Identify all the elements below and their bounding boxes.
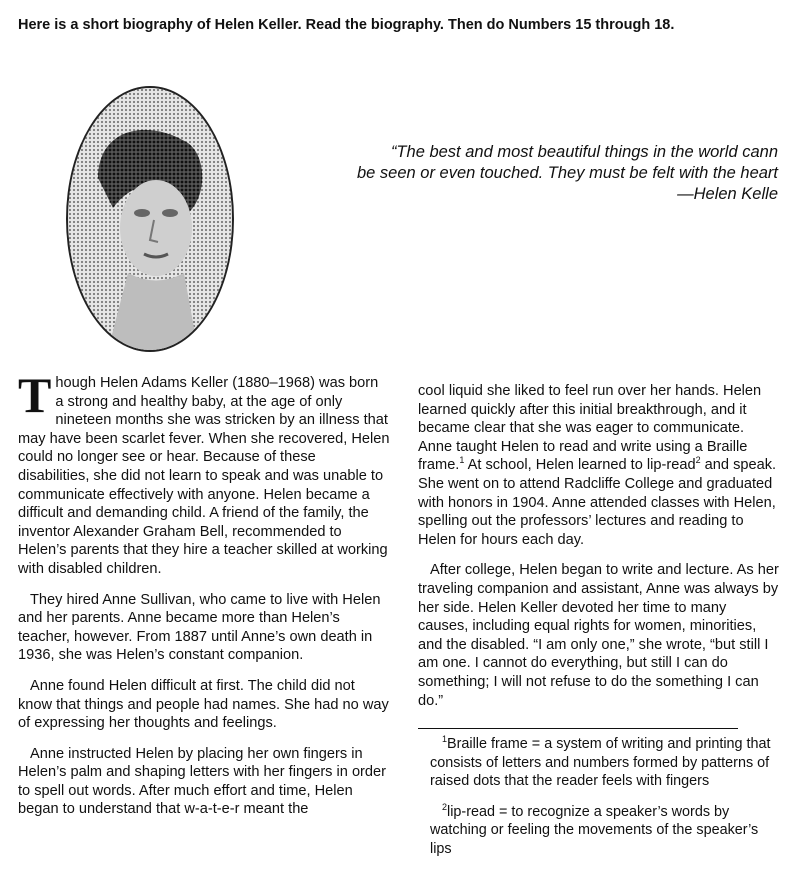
biography-left-column [18,367,390,831]
paragraph-1-text: hough Helen Adams Keller (1880–1968) was born a strong and healthy baby, at the age of only nineteen months she was stricken by an illness that may have been scarlet fever. When she recovered, Helen could no longer see or hear. Because of these disabilities, she did not learn to speak and was unable to communicate effectively with anyone. Helen became a difficult and demanding child. A friend of the family, the inventor Alexander Graham Bell, recommended to Helen’s parents that they hire a teacher skilled at working with disabled children. [18,375,390,577]
footnote-2-text: lip-read = to recognize a speaker’s words by watching or feeling the movements of the speaker’s lips [430,803,759,857]
helen-keller-quote [308,142,778,205]
quote-attribution: —Helen Kelle [677,185,778,203]
footnote-1-number: 1 [442,734,448,745]
paragraph-1 [18,367,390,579]
paragraph-6: After college, Helen began to write and lecture. As her traveling companion and assistant, Anne was always by her side. Helen Keller devoted her time to many causes, including equal rights for women, minorities, and the disabled. “I am only one,” she wrote, “but still I am one. I cannot do everything, but still I can do something; I will not refuse to do the something I can do.” [418,562,779,709]
instructions-heading: Here is a short biography of Helen Keller. Read the biography. Then do Numbers 15 through 18. [18,17,675,33]
quote-line-2: be seen or even touched. They must be felt with the heart [357,164,778,182]
paragraph-5-text-b: At school, Helen learned to lip-read [464,457,696,474]
paragraph-4: Anne instructed Helen by placing her own fingers in Helen’s palm and shaping letters with her fingers in order to spell out words. After much effort and time, Helen began to understand that w-a-t-e-r meant the [18,745,387,818]
footnote-1 [418,735,780,791]
portrait-image [68,88,232,350]
paragraph-3: Anne found Helen difficult at first. The child did not know that things and people had names. She had no way of expressing her thoughts and feelings. [18,677,389,732]
quote-line-1: “The best and most beautiful things in the world cann [390,143,778,161]
helen-keller-portrait [66,86,234,352]
footnote-2-number: 2 [442,801,448,812]
paragraph-5-text-a: cool liquid she liked to feel run over her hands. Helen learned quickly after this initial breakthrough, and it became clear that she was eager to communicate. Anne taught Helen to read and write using a Braille frame. [418,383,762,474]
drop-cap: T [18,367,52,423]
paragraph-2: They hired Anne Sullivan, who came to live with Helen and her parents. Anne became more than Helen’s teacher, however. From 1887 until Anne’s own death in 1936, she was Helen’s constant companion. [18,591,381,664]
footnote-2 [418,803,780,859]
footnote-ref-2: 2 [695,455,701,466]
paragraph-5-text-c: and speak. She went on to attend Radcliffe College and graduated with honors in 1904. Anne attended classes with Helen, spelling out the professors’ lectures and reading to Helen for hours each day. [418,457,777,548]
footnote-divider [418,728,738,729]
footnote-ref-1: 1 [459,455,465,466]
paragraph-5 [418,382,780,549]
footnote-1-text: Braille frame = a system of writing and printing that consists of letters and numbers formed by patterns of raised dots that the reader feels with fingers [430,736,771,790]
biography-right-column [418,382,780,870]
